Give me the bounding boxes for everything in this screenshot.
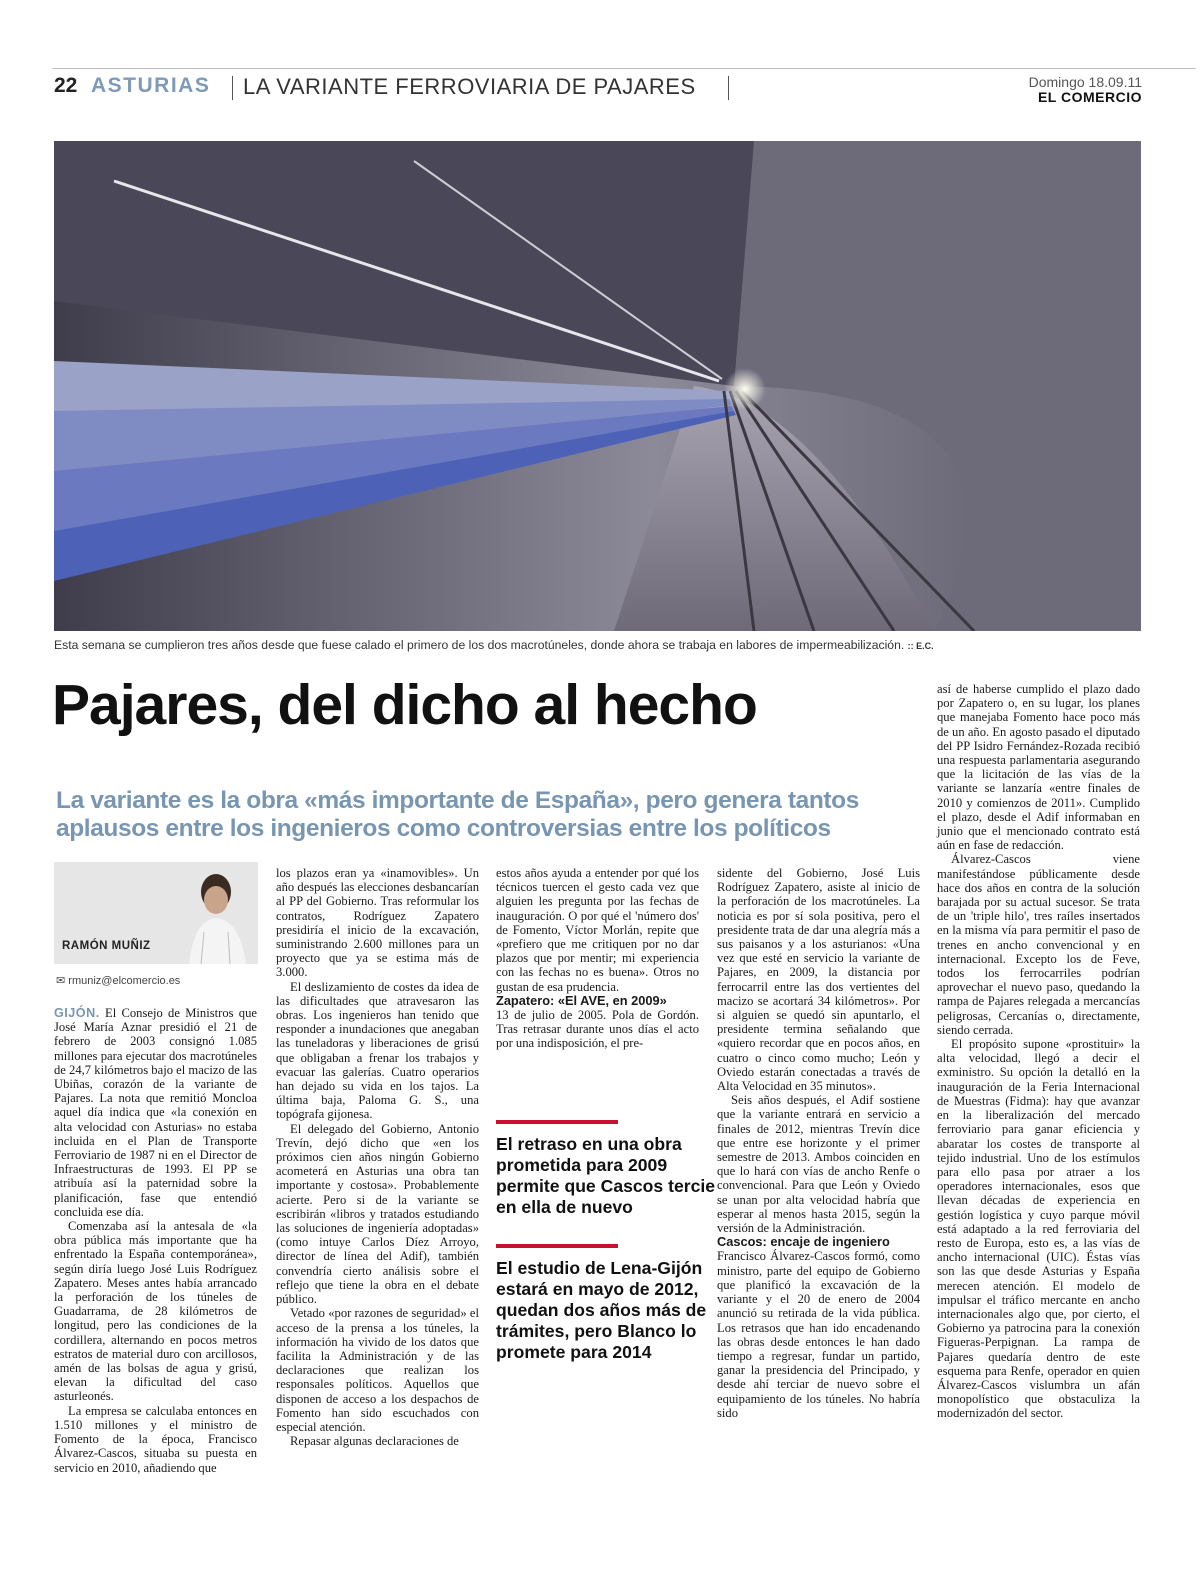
paragraph bbox=[54, 1006, 257, 1219]
paragraph-text: El Consejo de Ministros que José María Aznar presidió el 21 de febrero de 2003 consignó 1.085 millones para ejecutar dos macrotúneles de 24,7 kilómetros bajo el macizo de las Ubiñas, corazón de la variante de Pajares. La nota que remitió Moncloa aquel día indica que «la conexión en alta velocidad con Asturias» no estaba incluida en el Plan de Transporte Ferroviario de 1987 ni en el Director de Infraestructuras de 1993. El PP se atribuía así la paternidad sobre la planificación, fase que entendió concluida ese día. bbox=[54, 1006, 257, 1219]
paragraph: El delegado del Gobierno, Antonio Trevín, dejó dicho que «en los próximos cien años ningún Gobierno acometerá en Asturias una obra tan importante y costosa». Probablemente acierte. Pero si de la variante se escribirán «libros y tratados estudiando las soluciones de ingeniería adoptadas» (como intuye Carlos Díez Arroyo, director de línea del Adif), también convendría cierto análisis sobre el reflejo que tiene la obra en el debate público. bbox=[276, 1121, 479, 1307]
dateline: GIJÓN. bbox=[54, 1006, 100, 1020]
header-rule bbox=[52, 68, 1196, 69]
issue-date: Domingo 18.09.11 bbox=[1028, 74, 1142, 90]
author-email-text: rmuniz@elcomercio.es bbox=[68, 975, 181, 987]
paragraph: así de haberse cumplido el plazo dado por Zapatero o, en su lugar, los planes que manejaba Fomento hace poco más de un año. En agosto pasado el diputado del PP Isidro Fernández-Rozada recibió una respuesta parlamentaria asegurando que la licitación de las vías de la variante se lanzaría «entre finales de 2010 y comienzos de 2011». Cumplido el plazo, desde el Adif informaban en junio que el mencionado contrato está aún en fase de redacción. bbox=[937, 682, 1140, 853]
section-name: ASTURIAS bbox=[91, 74, 211, 97]
tunnel-photo bbox=[54, 141, 1141, 631]
deck-subtitle: La variante es la obra «más importante de España», pero genera tantos aplausos entre los ingenieros como controversias entre los políticos bbox=[56, 787, 859, 842]
paragraph: El deslizamiento de costes da idea de las dificultades que atravesaron las obras. Los ingenieros han tenido que responder a inundaciones que anegaban las tuneladoras y liberaciones de grisú que obligaban a frenar los trabajos y evacuar las galerías. Cuatro operarios han dejado su vida en los tajos. La última baja, Paloma G. S., una topógrafa gijonesa. bbox=[276, 979, 479, 1122]
column-1 bbox=[54, 1006, 257, 1475]
paragraph: Repasar algunas declaraciones de bbox=[290, 1434, 459, 1449]
column-5 bbox=[937, 682, 1140, 1421]
header-divider bbox=[232, 76, 233, 100]
subhead: Zapatero: «El AVE, en 2009» bbox=[496, 992, 667, 1008]
paragraph: Vetado «por razones de seguridad» el acceso de la prensa a los túneles, la información ha vivido de los datos que facilita la Administración y de las declaraciones que realizan los responsales políticos. Aquellos que disponen de acceso a los despachos de Fomento han sido escuchados con especial atención. bbox=[276, 1306, 479, 1434]
caption-text: Esta semana se cumplieron tres años desde que fuese calado el primero de los dos macrotúneles, donde ahora se trabaja en labores de impermeabilización. bbox=[54, 638, 905, 652]
newspaper-name: EL COMERCIO bbox=[1037, 89, 1142, 105]
topic-title: LA VARIANTE FERROVIARIA DE PAJARES bbox=[243, 74, 696, 99]
photo-credit: :: E.C. bbox=[907, 641, 934, 651]
pullquote-rule bbox=[496, 1244, 618, 1248]
page-number: 22 bbox=[54, 74, 78, 97]
author-email[interactable] bbox=[56, 974, 180, 987]
pullquote-rule bbox=[496, 1120, 618, 1124]
column-2 bbox=[276, 866, 479, 1448]
paragraph: sidente del Gobierno, José Luis Rodríguez Zapatero, asiste al inicio de la perforación de los macrotúneles. La noticia es por sí sola positiva, pero el presidente trata de dar una alegría más a sus paisanos y a los asturianos: «Una vez que esté en servicio la variante de Pajares, en 2009, la distancia por ferrocarril entre las dos vertientes del macizo se acortará 34 kilómetros». Por si alguien se quedó sin apuntarlo, el presidente termina señalando que «quiero recordar que en pocos años, en cuatro o cinco como mucho; León y Oviedo estarán conectadas a través de Alta Velocidad en 35 minutos». bbox=[717, 866, 920, 1094]
column-4 bbox=[717, 866, 920, 1420]
paragraph: Seis años después, el Adif sostiene que la variante entrará en servicio a finales de 2012, mientras Trevín dice que entre ese horizonte y el primer semestre de 2013. Ambos coinciden en que lo hará con vías de ancho Renfe o convencional. Para que León y Oviedo se unan por alta velocidad habría que esperar al menos hasta 2015, según la versión de la Administración. bbox=[717, 1093, 920, 1236]
paragraph: La empresa se calculaba entonces en 1.510 millones y el ministro de Fomento de la época, Francisco Álvarez-Cascos, situaba su puesta en servicio en 2010, añadiendo que bbox=[54, 1403, 257, 1475]
paragraph: Francisco Álvarez-Cascos formó, como ministro, parte del equipo de Gobierno que planificó la excavación de la variante y el 20 de enero de 2004 anunció su retirada de la vida pública. Los retrasos que han ido encadenando las obras desde entonces le han dado tiempo a regresar, fundar un partido, ganar la presidencia del Principado, y desde ahí terciar de nuevo sobre el equipamiento de los túneles. No habría sido bbox=[717, 1249, 920, 1420]
paragraph: los plazos eran ya «inamovibles». Un año después las elecciones desbancarían al PP del Gobierno. Tras reformular los contratos, Rodríguez Zapatero presidiría el inicio de la excavación, suministrando 2.600 millones para un proyecto que ya se estima más de 3.000. bbox=[276, 866, 479, 980]
paragraph: estos años ayuda a entender por qué los técnicos tuercen el gesto cada vez que alguien les pregunta por las fechas de inauguración. O por qué el 'número dos' de Fomento, Víctor Morlán, repite que «prefiero que me critiquen por no dar plazos que por mentir; mi experiencia con las fechas no es buena». Otros no gustan de esa prudencia. bbox=[496, 866, 699, 994]
mail-icon: ✉ bbox=[56, 975, 66, 987]
paragraph: Álvarez-Cascos viene manifestándose públicamente desde hace dos años en contra de la solución barajada por su actual sucesor. Se trata de un 'triple hilo', tres raíles insertados en la misma vía para permitir el paso de trenes en ancho convencional y en internacional. Excepto los de Feve, todos los ferrocarriles podrían aprovechar el nuevo paso, quedando la rampa de Pajares relegada a mercancías peligrosas, Cercanías o, directamente, siendo cerrada. bbox=[937, 852, 1140, 1037]
headline: Pajares, del dicho al hecho bbox=[52, 673, 757, 737]
photo-caption bbox=[54, 638, 1141, 652]
subhead: Cascos: encaje de ingeniero bbox=[717, 1234, 890, 1250]
paragraph: 13 de julio de 2005. Pola de Gordón. Tras retrasar durante unos días el acto por una indisposición, el pre- bbox=[496, 1008, 699, 1051]
column-3 bbox=[496, 866, 699, 1051]
author-name: RAMÓN MUÑIZ bbox=[62, 940, 151, 952]
header-divider bbox=[728, 76, 729, 100]
pullquote: El retraso en una obra prometida para 2009 permite que Cascos tercie en ella de nuevo bbox=[496, 1134, 716, 1217]
pullquote: El estudio de Lena-Gijón estará en mayo de 2012, quedan dos años más de trámites, pero Blanco lo promete para 2014 bbox=[496, 1258, 707, 1362]
paragraph: El propósito supone «prostituir» la alta velocidad, llegó a decir el exministro. Su opción la detalló en la inauguración de la Feria Internacional de Muestras (Fidma): hay que avanzar en la liberalización del mercado ferroviario para ganar eficiencia y abaratar los costes de transporte al tejido industrial. Uno de los estímulos para ello pasa por atraer a los operadores internacionales, esos que llevan décadas de experiencia en gestión logística y cuyo parque móvil está adaptado a la red ferroviaria del resto de Europa, esto es, a las vías de ancho internacional (UIC). Éstas vías son las que desde Asturias y España merecen atención. El modelo de impulsar el tráfico mercante en ancho internacionales algo que, por cierto, el Gobierno ya patrocina para la conexión Figueras-Perpignan. La rampa de Pajares quedaría dentro de este esquema para Renfe, operador en quien Álvarez-Cascos vislumbra un afán monopolístico que obstaculiza la modernizadón del sector. bbox=[937, 1037, 1140, 1421]
tunnel-illustration bbox=[54, 141, 1141, 631]
paragraph: Comenzaba así la antesala de «la obra pública más importante que ha enfrentado la España contemporánea», según diría luego José Luis Rodríguez Zapatero. Meses antes había arrancado la perforación de los túneles de Guadarrama, de 28 kilómetros de longitud, pero las condiciones de la cordillera, alternando en pocos metros estratos de material duro con arcillosos, amén de las bolsas de agua y grisú, elevan la dificultad del caso asturleonés. bbox=[54, 1219, 257, 1404]
